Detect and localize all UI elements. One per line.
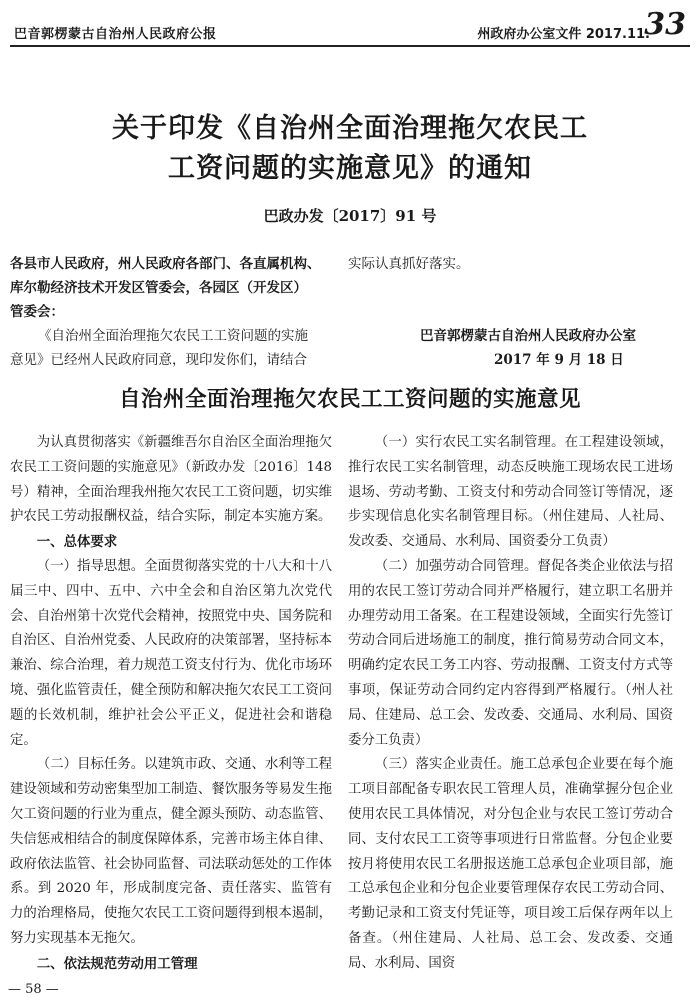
addressee-line3: 管委会： [10,304,64,320]
issuer-signature: 巴音郭楞蒙古自治州人民政府办公室 [420,328,636,344]
left-column [10,431,332,977]
header-publication: 巴音郭楞蒙古自治州人民政府公报 [14,27,217,42]
addressee-line1: 各县市人民政府，州人民政府各部门、各直属机构、 [10,256,321,272]
real-name-management-paragraph: （一）实行农民工实名制管理。在工程建设领域，推行农民工实名制管理，动态反映施工现场农民工进场退场、劳动考勤、工资支付和劳动合同签订等情况，逐步实现信息化实名制管理目标。（州住建局、人社局、发改委、交通局、水利局、国资委分工负责） [348,435,673,550]
addressee-line2: 库尔勒经济技术开发区管委会，各园区（开发区） [10,280,307,296]
notice-body-continued: 实际认真抓好落实。 [348,256,470,272]
header-file-date: 州政府办公室文件 2017.11. [477,27,650,42]
notice-body-line1: 《自治州全面治理拖欠农民工工资问题的实施 [38,328,308,344]
issue-date: 2017 年 9 月 18 日 [494,352,624,368]
document-subtitle: 自治州全面治理拖欠农民工工资问题的实施意见 [118,387,581,412]
notice-title-line1: 关于印发《自治州全面治理拖欠农民工 [112,113,588,144]
enterprise-responsibility-paragraph: （三）落实企业责任。施工总承包企业要在每个施工项目部配备专职农民工管理人员，准确掌握分包企业使用农民工具体情况，对分包企业与农民工签订劳动合同、支付农民工工资等事项进行日常监督。分包企业要按月将使用农民工名册报送施工总承包企业项目部，施工总承包企业和分包企业要管理保存农民工劳动合同、考勤记录和工资支付凭证等，项目竣工后保存两年以上备查。（州住建局、人社局、总工会、发改委、交通局、水利局、国资 [348,757,673,971]
header-issue-number: 33 [644,7,686,42]
page-number: — 58 — [8,982,59,997]
running-header [10,8,690,44]
section-heading-1: 一、总体要求 [36,534,118,551]
notice-body-line2: 意见》已经州人民政府同意，现印发你们，请结合 [10,352,307,368]
header-rule [10,45,690,47]
labor-contract-paragraph: （二）加强劳动合同管理。督促各类企业依法与招用的农民工签订劳动合同并严格履行，建立职工名册并办理劳动用工备案。在工程建设领域，全面实行先签订劳动合同后进场施工的制度，推行简易劳动合同文本，明确约定农民工务工内容、劳动报酬、工资支付方式等事项，保证劳动合同约定内容得到严格履行。（州人社局、住建局、总工会、发改委、交通局、水利局、国资委分工负责） [348,558,673,748]
intro-paragraph: 为认真贯彻落实《新疆维吾尔自治区全面治理拖欠农民工工资问题的实施意见》（新政办发〔2016〕148 号）精神，全面治理我州拖欠农民工工资问题，切实维护农民工劳动报酬权益，结合实际，制定本实施方案。 [10,435,332,525]
right-column [348,431,673,977]
section-heading-2: 二、依法规范劳动用工管理 [36,955,198,972]
notice-title-line2: 工资问题的实施意见》的通知 [168,153,532,184]
document-number: 巴政办发〔2017〕91 号 [263,207,437,225]
guiding-ideology-paragraph: （一）指导思想。全面贯彻落实党的十八大和十八届三中、四中、五中、六中全会和自治区第九次党代会、自治州第十次党代会精神，按照党中央、国务院和自治区、自治州党委、人民政府的决策部署，坚持标本兼治、综合治理，着力规范工资支付行为、优化市场环境、强化监管责任，健全预防和解决拖欠农民工工资问题的长效机制，维护社会公平正义，促进社会和谐稳定。 [10,558,332,748]
goals-paragraph: （二）目标任务。以建筑市政、交通、水利等工程建设领域和劳动密集型加工制造、餐饮服务等易发生拖欠工资问题的行业为重点，健全源头预防、动态监管、失信惩戒相结合的制度保障体系，完善市场主体自律、政府依法监管、社会协同监督、司法联动惩处的工作体系。到 2020 年，形成制度完备、责任落实、监管有力的治理格局，使拖欠农民工工资问题得到根本遏制，努力实现基本无拖欠。 [10,757,332,946]
